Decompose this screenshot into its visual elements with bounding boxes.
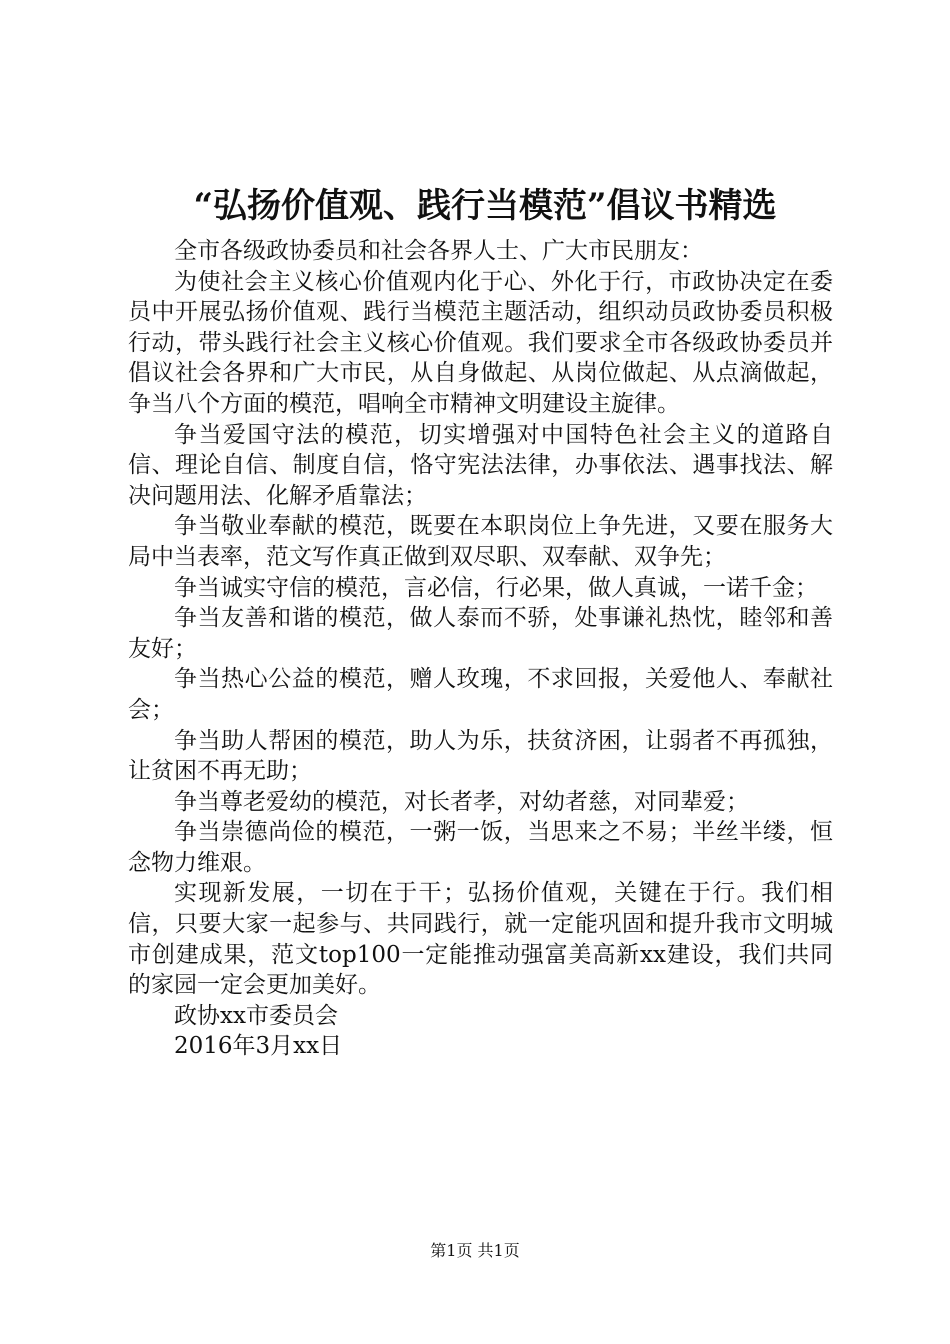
model-item-6: 争当助人帮困的模范，助人为乐，扶贫济困，让弱者不再孤独，让贫困不再无助；: [128, 727, 833, 785]
document-title: “弘扬价值观、践行当模范”倡议书精选: [193, 186, 777, 226]
model-item-3: 争当诚实守信的模范，言必信，行必果，做人真诚，一诺千金；: [174, 574, 818, 601]
intro-paragraph: 为使社会主义核心价值观内化于心、外化于行，市政协决定在委员中开展弘扬价值观、践行当模范主题活动，组织动员政协委员积极行动，带头践行社会主义核心价值观。我们要求全市各级政协委员并倡议社会各界和广大市民，从自身做起、从岗位做起、从点滴做起，争当八个方面的模范，唱响全市精神文明建设主旋律。: [128, 268, 833, 417]
signature-date: 2016年3月xx日: [174, 1033, 343, 1060]
model-item-7: 争当尊老爱幼的模范，对长者孝，对幼者慈，对同辈爱；: [174, 788, 749, 815]
model-item-2: 争当敬业奉献的模范，既要在本职岗位上争先进，又要在服务大局中当表率，范文写作真正做到双尽职、双奉献、双争先；: [128, 513, 833, 570]
salutation: 全市各级政协委员和社会各界人士、广大市民朋友：: [174, 238, 703, 264]
page-footer: 第1页 共1页: [430, 1241, 520, 1260]
model-item-5: 争当热心公益的模范，赠人玫瑰，不求回报，关爱他人、奉献社会；: [128, 666, 833, 723]
model-item-1: 争当爱国守法的模范，切实增强对中国特色社会主义的道路自信、理论自信、制度自信，恪守宪法法律，办事依法、遇事找法、解决问题用法、化解矛盾靠法；: [128, 421, 833, 509]
model-item-4: 争当友善和谐的模范，做人泰而不骄，处事谦礼热忱，睦邻和善友好；: [128, 605, 833, 662]
document-body: [128, 236, 833, 1062]
model-item-8: 争当崇德尚俭的模范，一粥一饭，当思来之不易；半丝半缕，恒念物力维艰。: [128, 819, 833, 876]
closing-paragraph: 实现新发展，一切在于干；弘扬价值观，关键在于行。我们相信，只要大家一起参与、共同践行，就一定能巩固和提升我市文明城市创建成果，范文top100一定能推动强富美高新xx建设，我们共同的家园一定会更加美好。: [128, 880, 833, 999]
signature-organization: 政协xx市委员会: [174, 1002, 338, 1029]
